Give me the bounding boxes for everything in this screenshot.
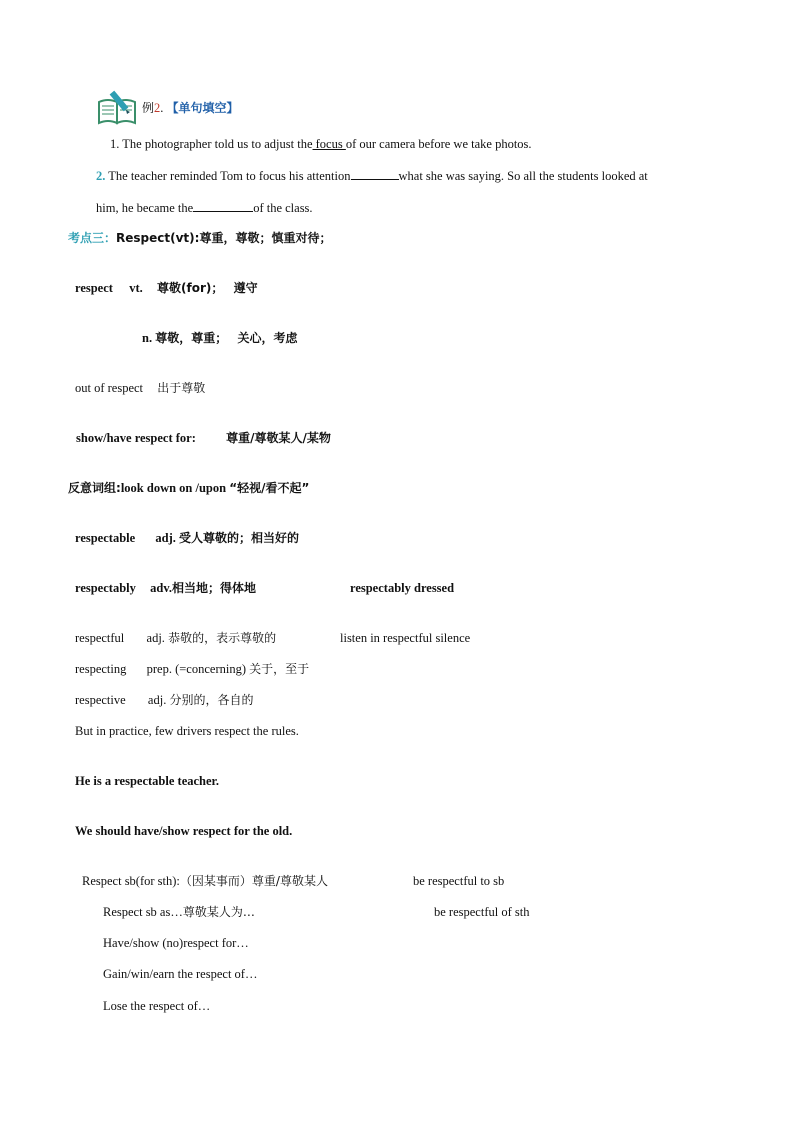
answer-blank[interactable] (351, 167, 399, 180)
example-sentence-2: He is a respectable teacher. (75, 774, 220, 788)
entry-antonym: 反意词组:look down on /upon “轻视/看不起” (68, 481, 310, 495)
phrase-respectful-of: be respectful of sth (434, 905, 530, 919)
phrase-respect-sb-as: Respect sb as…尊敬某人为… (103, 905, 255, 919)
answer-blank[interactable] (193, 199, 253, 212)
book-pencil-icon (96, 90, 140, 126)
phrase-have-show-respect: Have/show (no)respect for… (103, 936, 249, 950)
phrase-gain-respect: Gain/win/earn the respect of… (103, 967, 258, 981)
example-label: 例 (142, 101, 155, 115)
example-sentence-1: But in practice, few drivers respect the rules. (75, 724, 299, 738)
example-sentence-3: We should have/show respect for the old. (75, 824, 293, 838)
entry-respectable: respectable adj. 受人尊敬的；相当好的 (75, 531, 300, 545)
section-title: Respect(vt):尊重，尊敬；慎重对待； (116, 231, 332, 245)
entry-respectful: respectful adj. 恭敬的，表示尊敬的 (75, 631, 277, 645)
example-respectably-dressed: respectably dressed (350, 581, 455, 595)
question-2: 2. The teacher reminded Tom to focus his attention what she was saying. So all the students looked at (96, 169, 648, 183)
example-tag: 【单句填空】 (166, 101, 239, 115)
entry-respecting: respecting prep. (=concerning) 关于，至于 (75, 662, 310, 676)
entry-respective: respective adj. 分别的，各自的 (75, 693, 254, 707)
entry-respectably: respectably adv.相当地；得体地 (75, 581, 257, 595)
section-label: 考点三： (68, 231, 117, 245)
entry-respect-vt: respect vt. 尊敬(for)； 遵守 (75, 281, 258, 295)
example-number: 2 (154, 101, 161, 115)
entry-respect-n: n. 尊敬，尊重； 关心，考虑 (142, 331, 298, 345)
q2-number: 2. (96, 169, 106, 183)
section-heading (68, 230, 331, 246)
q1-answer: focus (312, 137, 346, 151)
question-2-line-2: him, he became the of the class. (96, 201, 313, 215)
entry-show-have: show/have respect for: 尊重/尊敬某人/某物 (76, 431, 331, 445)
phrase-respectful-to: be respectful to sb (413, 874, 505, 888)
phrase-respect-sb-for-sth: Respect sb(for sth):（因某事而）尊重/尊敬某人 (82, 874, 328, 888)
example-dot: . (160, 101, 164, 115)
entry-out-of-respect: out of respect 出于尊敬 (75, 381, 206, 395)
phrase-lose-respect: Lose the respect of… (103, 999, 211, 1013)
question-1: 1. The photographer told us to adjust the focus of our camera before we take photos. (110, 137, 532, 151)
example-respectful: listen in respectful silence (340, 631, 471, 645)
